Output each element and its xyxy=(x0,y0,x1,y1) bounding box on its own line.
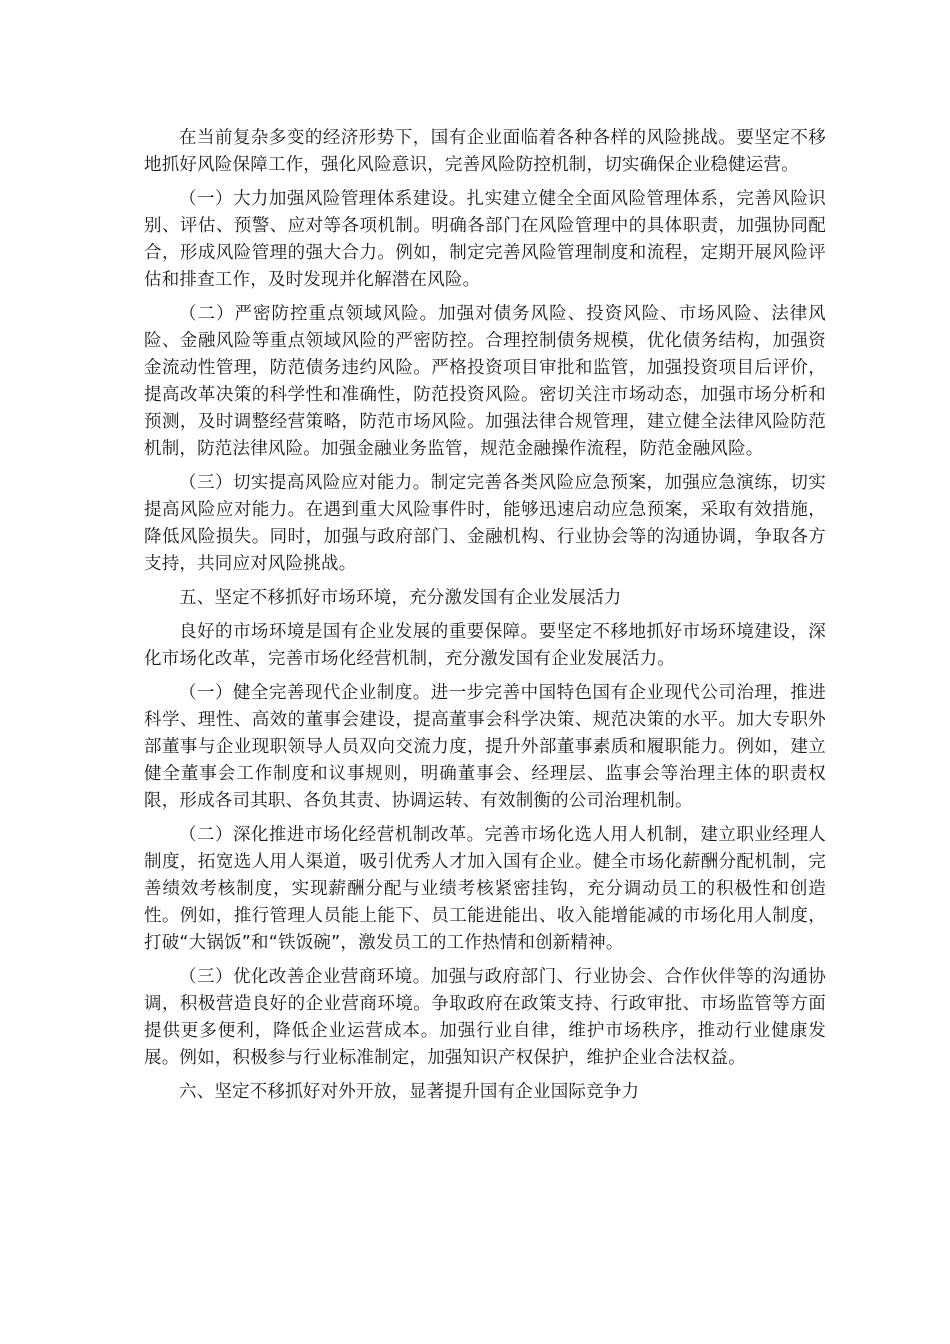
paragraph-business-environment: （三）优化改善企业营商环境。加强与政府部门、行业协会、合作伙伴等的沟通协调，积极营造良好的企业营商环境。争取政府在政策支持、行政审批、市场监管等方面提供更多便利，降低企业运营成本。加强行业自律，维护市场秩序，推动行业健康发展。例如，积极参与行业标准制定，加强知识产权保护，维护企业合法权益。 xyxy=(144,967,826,1068)
paragraph-risk-intro: 在当前复杂多变的经济形势下，国有企业面临着各种各样的风险挑战。要坚定不移地抓好风险保障工作，强化风险意识，完善风险防控机制，切实确保企业稳健运营。 xyxy=(144,128,826,175)
paragraph-risk-key-areas: （二）严密防控重点领域风险。加强对债务风险、投资风险、市场风险、法律风险、金融风险等重点领域风险的严密防控。合理控制债务规模，优化债务结构，加强资金流动性管理，防范债务违约风险。严格投资项目审批和监管，加强投资项目后评价，提高改革决策的科学性和准确性，防范投资风险。密切关注市场动态，加强市场分析和预测，及时调整经营策略，防范市场风险。加强法律合规管理，建立健全法律风险防范机制，防范法律风险。加强金融业务监管，规范金融操作流程，防范金融风险。 xyxy=(144,304,826,459)
paragraph-risk-system: （一）大力加强风险管理体系建设。扎实建立健全全面风险管理体系，完善风险识别、评估、预警、应对等各项机制。明确各部门在风险管理中的具体职责，加强协同配合，形成风险管理的强大合力。例如，制定完善风险管理制度和流程，定期开展风险评估和排查工作，及时发现并化解潜在风险。 xyxy=(144,189,826,290)
document-body xyxy=(144,125,826,1113)
paragraph-modern-enterprise-system: （一）健全完善现代企业制度。进一步完善中国特色国有企业现代公司治理，推进科学、理性、高效的董事会建设，提高董事会科学决策、规范决策的水平。加大专职外部董事与企业现职领导人员双向交流力度，提升外部董事素质和履职能力。例如，建立健全董事会工作制度和议事规则，明确董事会、经理层、监事会等治理主体的职责权限，形成各司其职、各负其责、协调运转、有效制衡的公司治理机制。 xyxy=(144,683,826,811)
paragraph-market-mechanism-reform: （二）深化推进市场化经营机制改革。完善市场化选人用人机制，建立职业经理人制度，拓宽选人用人渠道，吸引优秀人才加入国有企业。健全市场化薪酬分配机制，完善绩效考核制度，实现薪酬分配与业绩考核紧密挂钩，充分调动员工的积极性和创造性。例如，推行管理人员能上能下、员工能进能出、收入能增能减的市场化用人制度，打破“大锅饭”和“铁饭碗”，激发员工的工作热情和创新精神。 xyxy=(144,825,826,953)
section-heading-market-environment: 五、坚定不移抓好市场环境，充分激发国有企业发展活力 xyxy=(179,588,622,608)
paragraph-risk-response: （三）切实提高风险应对能力。制定完善各类风险应急预案，加强应急演练，切实提高风险应对能力。在遇到重大风险事件时，能够迅速启动应急预案，采取有效措施，降低风险损失。同时，加强与政府部门、金融机构、行业协会等的沟通协调，争取各方支持，共同应对风险挑战。 xyxy=(144,473,826,574)
section-heading-opening-up: 六、坚定不移抓好对外开放，显著提升国有企业国际竞争力 xyxy=(179,1082,640,1102)
paragraph-market-intro: 良好的市场环境是国有企业发展的重要保障。要坚定不移地抓好市场环境建设，深化市场化改革，完善市场化经营机制，充分激发国有企业发展活力。 xyxy=(144,622,826,669)
